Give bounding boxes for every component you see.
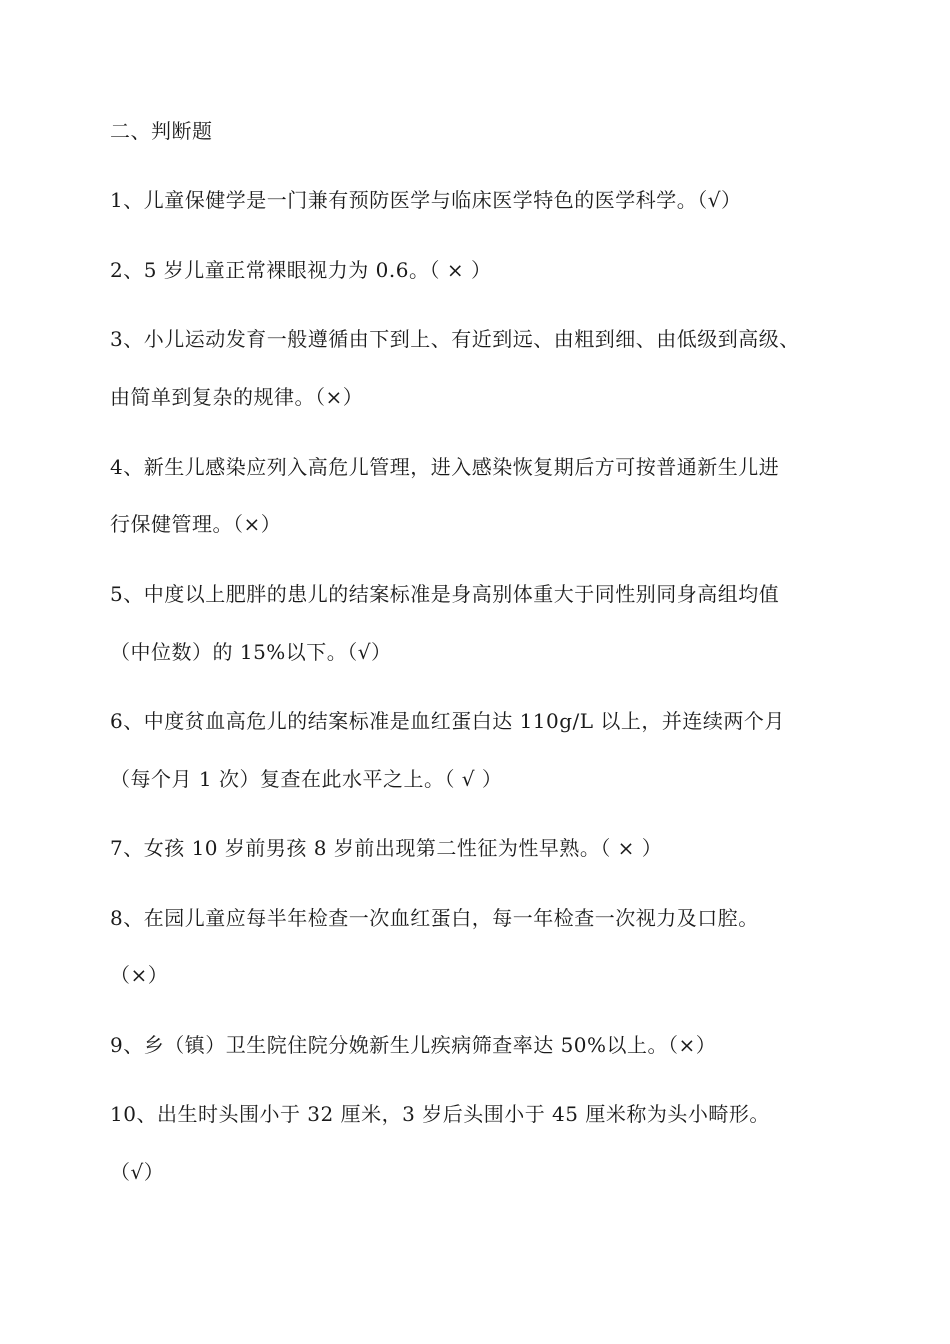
question-10-line-2: （√） — [110, 1160, 165, 1184]
section-title: 二、判断题 — [110, 119, 213, 143]
question-7-line-1: 7、女孩 10 岁前男孩 8 岁前出现第二性征为性早熟。（ × ） — [110, 836, 663, 860]
question-4-line-2: 行保健管理。（×） — [110, 512, 282, 536]
question-5-line-2: （中位数）的 15%以下。（√） — [110, 640, 392, 664]
question-6-line-1: 6、中度贫血高危儿的结案标准是血红蛋白达 110g/L 以上，并连续两个月 — [110, 709, 785, 733]
question-2-line-1: 2、5 岁儿童正常裸眼视力为 0.6。（ × ） — [110, 258, 492, 282]
question-3-line-2: 由简单到复杂的规律。（×） — [110, 385, 364, 409]
question-9-line-1: 9、乡（镇）卫生院住院分娩新生儿疾病筛查率达 50%以上。（×） — [110, 1033, 717, 1057]
question-8-line-1: 8、在园儿童应每半年检查一次血红蛋白，每一年检查一次视力及口腔。 — [110, 906, 759, 930]
question-3-line-1: 3、小儿运动发育一般遵循由下到上、有近到远、由粗到细、由低级到高级、 — [110, 327, 800, 351]
question-4-line-1: 4、新生儿感染应列入高危儿管理，进入感染恢复期后方可按普通新生儿进 — [110, 455, 780, 479]
question-5-line-1: 5、中度以上肥胖的患儿的结案标准是身高别体重大于同性别同身高组均值 — [110, 582, 780, 606]
question-6-line-2: （每个月 1 次）复查在此水平之上。（ √ ） — [110, 767, 503, 791]
question-8-line-2: （×） — [110, 963, 169, 987]
question-1-line-1: 1、儿童保健学是一门兼有预防医学与临床医学特色的医学科学。（√） — [110, 188, 742, 212]
question-10-line-1: 10、出生时头围小于 32 厘米，3 岁后头围小于 45 厘米称为头小畸形。 — [110, 1102, 770, 1126]
